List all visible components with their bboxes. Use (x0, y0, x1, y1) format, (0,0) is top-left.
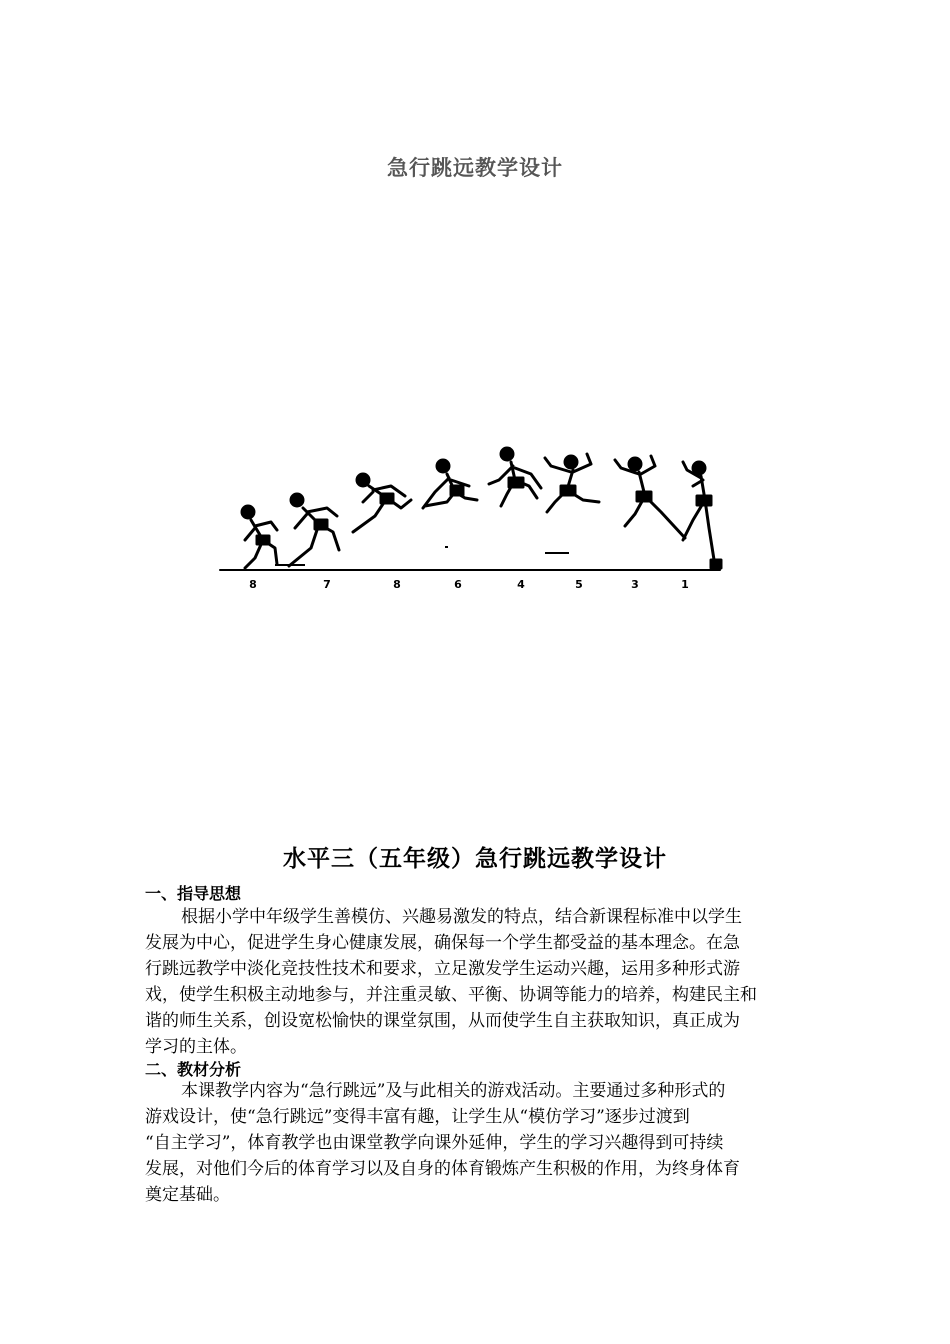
position-number-4: 6 (454, 578, 462, 591)
position-number-2: 7 (323, 578, 331, 591)
document-title: 水平三（五年级）急行跳远教学设计 (283, 846, 667, 872)
section-paragraph-guiding-thought (145, 904, 807, 1060)
position-number-1: 8 (249, 578, 257, 591)
athlete-pose-7 (615, 456, 685, 538)
athlete-pose-5 (489, 448, 541, 506)
ground-specks (275, 546, 569, 566)
athlete-pose-1 (242, 506, 277, 568)
paragraph-line: 发展为中心，促进学生身心健康发展，确保每一个学生都受益的基本理念。在急 (145, 933, 740, 953)
long-jump-sequence-figure (215, 440, 735, 600)
paragraph-line: 本课教学内容为“急行跳远”及与此相关的游戏活动。主要通过多种形式的 (181, 1081, 726, 1101)
paragraph-line: “自主学习”，体育教学也由课堂教学向课外延伸，学生的学习兴趣得到可持续 (145, 1133, 724, 1153)
header-title: 急行跳远教学设计 (387, 156, 563, 180)
section-heading-guiding-thought: 一、指导思想 (145, 884, 242, 903)
paragraph-line: 奠定基础。 (145, 1185, 230, 1205)
position-number-3: 8 (393, 578, 401, 591)
position-number-5: 4 (517, 578, 525, 591)
paragraph-line: 谐的师生关系，创设宽松愉快的课堂氛围，从而使学生自主获取知识，真正成为 (145, 1011, 740, 1031)
paragraph-line: 戏，使学生积极主动地参与，并注重灵敏、平衡、协调等能力的培养，构建民主和 (145, 985, 757, 1005)
position-number-8: 1 (681, 578, 689, 591)
section-heading-material-analysis: 二、教材分析 (145, 1060, 242, 1079)
section-paragraph-material-analysis (145, 1078, 807, 1208)
paragraph-line: 游戏设计，使“急行跳远”变得丰富有趣，让学生从“模仿学习”逐步过渡到 (145, 1107, 690, 1127)
paragraph-line: 行跳远教学中淡化竞技性技术和要求，立足激发学生运动兴趣，运用多种形式游 (145, 959, 740, 979)
paragraph-line: 学习的主体。 (145, 1037, 247, 1057)
athlete-pose-2 (289, 494, 339, 566)
position-number-7: 3 (631, 578, 639, 591)
athlete-pose-6 (545, 454, 599, 512)
position-number-6: 5 (575, 578, 583, 591)
long-jump-illustration (215, 440, 735, 600)
athlete-pose-8 (683, 462, 721, 568)
athlete-pose-3 (353, 474, 411, 532)
athlete-pose-4 (423, 460, 477, 508)
paragraph-line: 发展，对他们今后的体育学习以及自身的体育锻炼产生积极的作用，为终身体育 (145, 1159, 740, 1179)
paragraph-line: 根据小学中年级学生善模仿、兴趣易激发的特点，结合新课程标准中以学生 (181, 907, 742, 927)
